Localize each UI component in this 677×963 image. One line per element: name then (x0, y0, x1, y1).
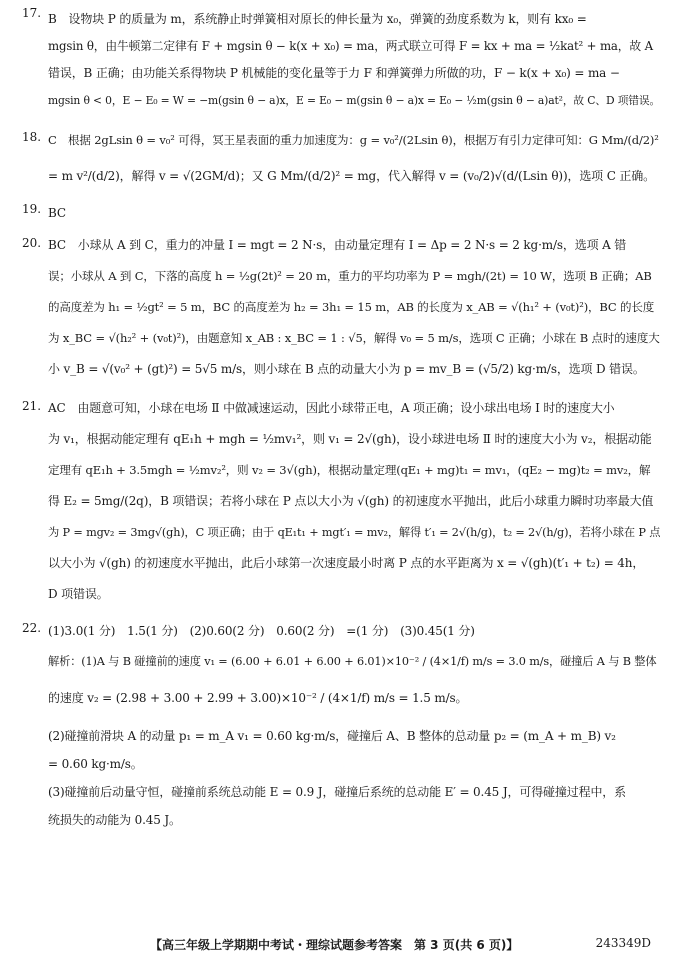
answer-line: 得 E₂ = 5mg/(2q)，B 项错误；若将小球在 P 点以大小为 √(gh) 的初速度水平抛出，此后小球重力瞬时功率最大值 (48, 494, 654, 508)
answer-line: D 项错误。 (48, 587, 109, 601)
answer-line: = m v²/(d/2)，解得 v = √(2GM/d)；又 G Mm/(d/2)² = mg，代入解得 v = (v₀/2)√(d/(Lsin θ))，选项 C 正确。 (48, 169, 655, 183)
answer-line: C 根据 2gLsin θ = v₀² 可得，冥王星表面的重力加速度为：g = v₀²/(2Lsin θ)，根据万有引力定律可知：G Mm/(d/2)² (48, 133, 659, 147)
footer-title: 【高三年级上学期期中考试・理综试题参考答案 第 3 页(共 6 页)】 (150, 938, 519, 952)
answer-line: 的高度差为 h₁ = ½gt² = 5 m，BC 的高度差为 h₂ = 3h₁ = 15 m，AB 的长度为 x_AB = √(h₁² + (v₀t)²)，BC 的长度 (48, 300, 655, 314)
answer-19 (22, 202, 661, 224)
question-number: 20. (22, 236, 42, 250)
answer-line: 为 P = mgv₂ = 3mg√(gh)，C 项正确；由于 qE₁t₁ + mgt′₁ = mv₂，解得 t′₁ = 2√(h/g)，t₂ = 2√(h/g)，若将小球在 P 点 (48, 526, 661, 539)
footer-code: 243349D (595, 936, 651, 950)
answer-21 (22, 393, 661, 610)
answer-line: 以大小为 √(gh) 的初速度水平抛出，此后小球第一次速度最小时离 P 点的水平距离为 x = √(gh)(t′₁ + t₂) = 4h， (48, 556, 645, 570)
answer-line: 错误，B 正确；由功能关系得物块 P 机械能的变化量等于力 F 和弹簧弹力所做的功，F − k(x + x₀) = ma − (48, 66, 620, 80)
answer-line: (2)碰撞前滑块 A 的动量 p₁ = m_A v₁ = 0.60 kg·m/s，碰撞后 A、B 整体的总动量 p₂ = (m_A + m_B) v₂ (48, 729, 616, 743)
answer-line: 为 v₁，根据动能定理有 qE₁h + mgh = ½mv₁²，则 v₁ = 2√(gh)，设小球进电场 Ⅱ 时的速度大小为 v₂，根据动能 (48, 432, 652, 446)
answer-line: (3)碰撞前后动量守恒，碰撞前系统总动能 E = 0.9 J，碰撞后系统的总动能 E′ = 0.45 J，可得碰撞过程中，系 (48, 785, 626, 799)
answer-line: 定理有 qE₁h + 3.5mgh = ½mv₂²，则 v₂ = 3√(gh)，根据动量定理(qE₁ + mg)t₁ = mv₁，(qE₂ − mg)t₂ = mv₂，解 (48, 463, 651, 477)
answer-line: AC 由题意可知，小球在电场 Ⅱ 中做减速运动，因此小球带正电，A 项正确；设小球出电场 Ⅰ 时的速度大小 (48, 401, 615, 415)
answer-line: 解析：(1)A 与 B 碰撞前的速度 v₁ = (6.00 + 6.01 + 6.00 + 6.01)×10⁻² / (4×1/f) m/s = 3.0 m/s，碰撞后 A 与 B 整体 (48, 655, 657, 668)
answer-line: BC (48, 206, 66, 220)
answer-18 (22, 122, 661, 194)
answer-20 (22, 230, 661, 385)
answer-line: mgsin θ，由牛顿第二定律有 F + mgsin θ − k(x + x₀) = ma，两式联立可得 F = kx + ma = ½kat² + ma，故 A (48, 39, 653, 53)
answer-line: mgsin θ < 0，E − E₀ = W = −m(gsin θ − a)x，E = E₀ − m(gsin θ − a)x = E₀ − ½m(gsin θ − a)at²，故 C、D 项错误。 (48, 94, 661, 107)
answer-line: 小 v_B = √(v₀² + (gt)²) = 5√5 m/s，则小球在 B 点的动量大小为 p = mv_B = (√5/2) kg·m/s，选项 D 错误。 (48, 362, 645, 376)
answer-content (22, 6, 661, 839)
question-number: 22. (22, 621, 42, 635)
answer-line: = 0.60 kg·m/s。 (48, 757, 143, 771)
answer-line: 误；小球从 A 到 C，下落的高度 h = ½g(2t)² = 20 m，重力的平均功率为 P = mgh/(2t) = 10 W，选项 B 正确；AB (48, 269, 652, 283)
page-footer (0, 936, 677, 956)
answer-line: 的速度 v₂ = (2.98 + 3.00 + 2.99 + 3.00)×10⁻² / (4×1/f) m/s = 1.5 m/s。 (48, 691, 468, 705)
answer-line: 为 x_BC = √(h₂² + (v₀t)²)，由题意知 x_AB : x_BC = 1 : √5，解得 v₀ = 5 m/s，选项 C 正确；小球在 B 点时的速度大 (48, 331, 660, 345)
answer-line: (1)3.0(1 分) 1.5(1 分) (2)0.60(2 分) 0.60(2 分) =(1 分) (3)0.45(1 分) (48, 624, 475, 638)
answer-line: BC 小球从 A 到 C，重力的冲量 I = mgt = 2 N·s，由动量定理有 I = Δp = 2 N·s = 2 kg·m/s，选项 A 错 (48, 238, 627, 252)
answer-17 (22, 6, 661, 114)
question-number: 19. (22, 202, 42, 216)
question-number: 18. (22, 130, 42, 144)
question-number: 17. (22, 6, 42, 20)
answer-line: B 设物块 P 的质量为 m，系统静止时弹簧相对原长的伸长量为 x₀，弹簧的劲度系数为 k，则有 kx₀ = (48, 12, 587, 26)
question-number: 21. (22, 399, 42, 413)
answer-line: 统损失的动能为 0.45 J。 (48, 813, 181, 827)
answer-22 (22, 618, 661, 834)
